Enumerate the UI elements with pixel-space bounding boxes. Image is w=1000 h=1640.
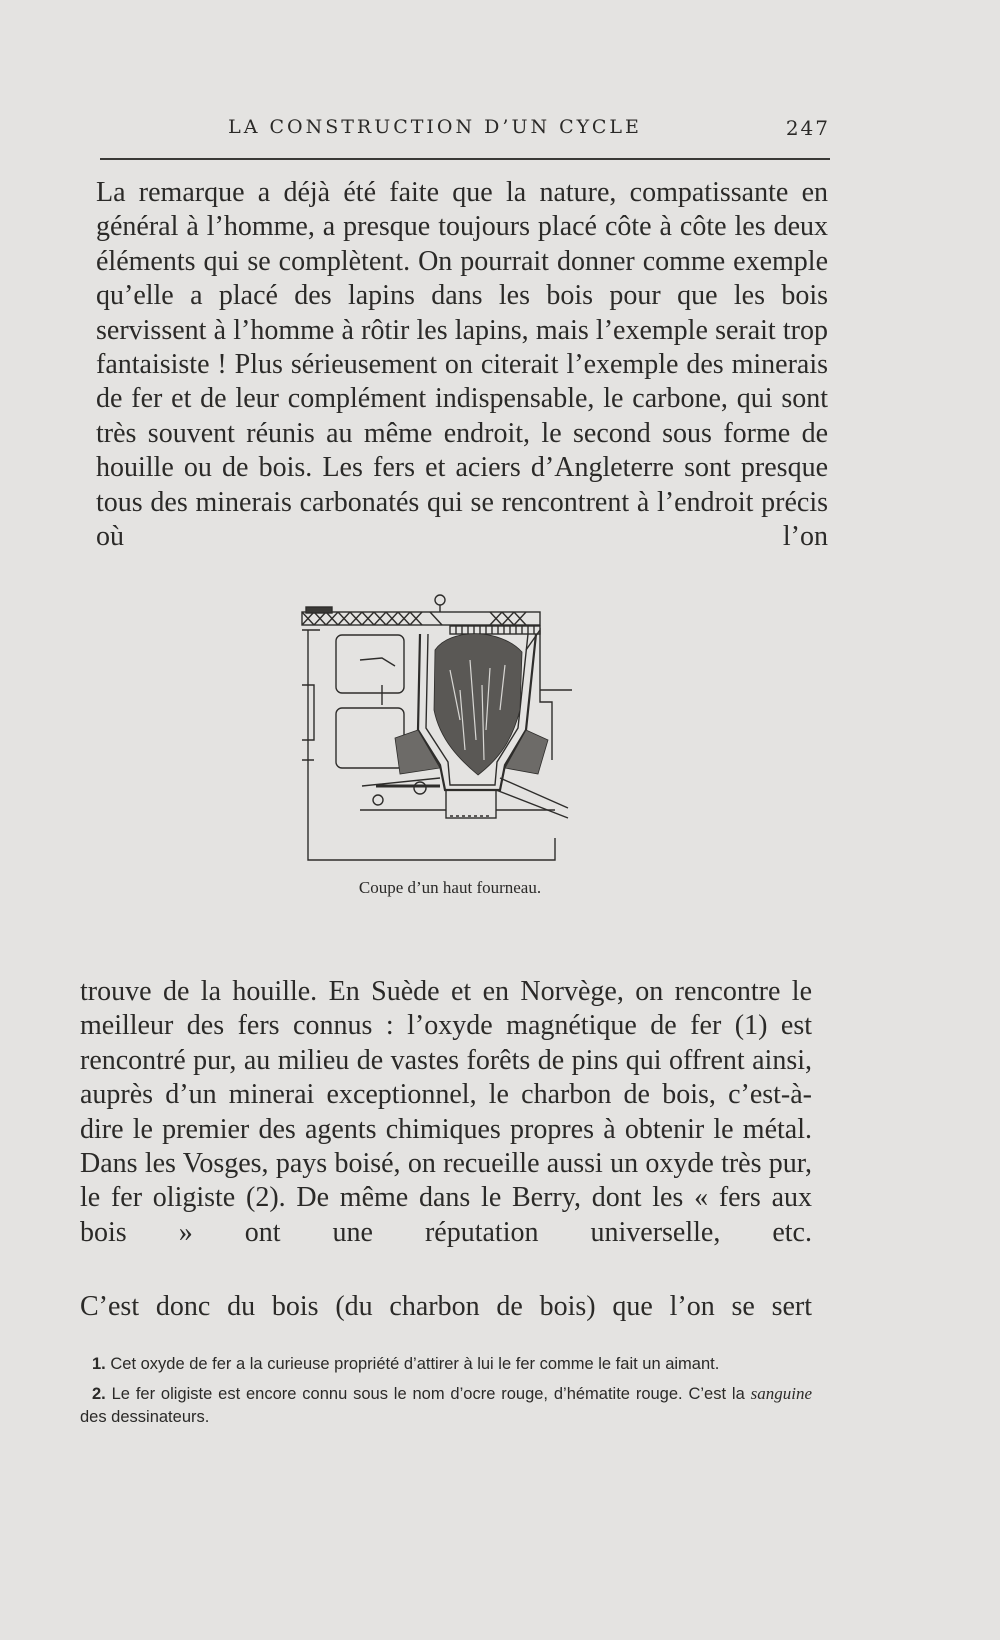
header-rule [100,158,830,160]
footnote-2-text: Le fer oligiste est encore connu sous le nom d’ocre rouge, d’hématite rouge. C’est la [111,1385,745,1403]
footnote-1-number: 1. [92,1355,106,1373]
body-paragraph-3: C’est donc du bois (du charbon de bois) que l’on se sert [80,1291,812,1322]
figure-caption: Coupe d’un haut fourneau. [358,878,542,897]
body-paragraph-1: La remarque a déjà été faite que la nature, compatissante en général à l’homme, a presque toujours placé côte à côte les deux éléments qui se complètent. On pourrait donner comme exemple qu’elle a placé des lapins dans les bois pour que les bois servissent à l’homme à rôtir les lapins, mais l’exemple serait trop fantaisiste ! Plus sérieusement on citerait l’exemple des minerais de fer et de leur complément indispensable, le carbone, qui sont très souvent réunis au même endroit, le second sous forme de houille ou de bois. Les fers et aciers d’Angleterre sont presque tous des minerais carbonatés qui se rencontrent à l’endroit précis où l’on [96,177,828,553]
footnote-2-italic-term: sanguine [750,1384,812,1403]
blast-furnace-illustration [300,590,600,872]
footnote-2-number: 2. [92,1385,106,1403]
page-header [100,116,830,148]
page-number: 247 [785,116,830,140]
footnote-1 [80,1353,812,1376]
footnotes [80,1353,812,1435]
footnote-2-text-end: des dessinateurs. [80,1408,210,1426]
footnote-2 [80,1382,812,1429]
running-title: LA CONSTRUCTION D’UN CYCLE [228,116,642,138]
body-paragraph-2: trouve de la houille. En Suède et en Norvège, on rencontre le meilleur des fers connus : l’oxyde magnétique de fer (1) est rencontré pur, au milieu de vastes forêts de pins qui offrent ainsi, auprès d’un minerai exceptionnel, le charbon de bois, c’est-à-dire le premier des agents chimiques propres à obtenir le métal. Dans les Vosges, pays boisé, on recueille aussi un oxyde très pur, le fer oligiste (2). De même dans le Berry, dont les « fers aux bois » ont une réputation universelle, etc. [80,976,812,1248]
footnote-1-text: Cet oxyde de fer a la curieuse propriété d’attirer à lui le fer comme le fait un aimant. [110,1355,720,1373]
blast-furnace-figure [300,590,600,902]
